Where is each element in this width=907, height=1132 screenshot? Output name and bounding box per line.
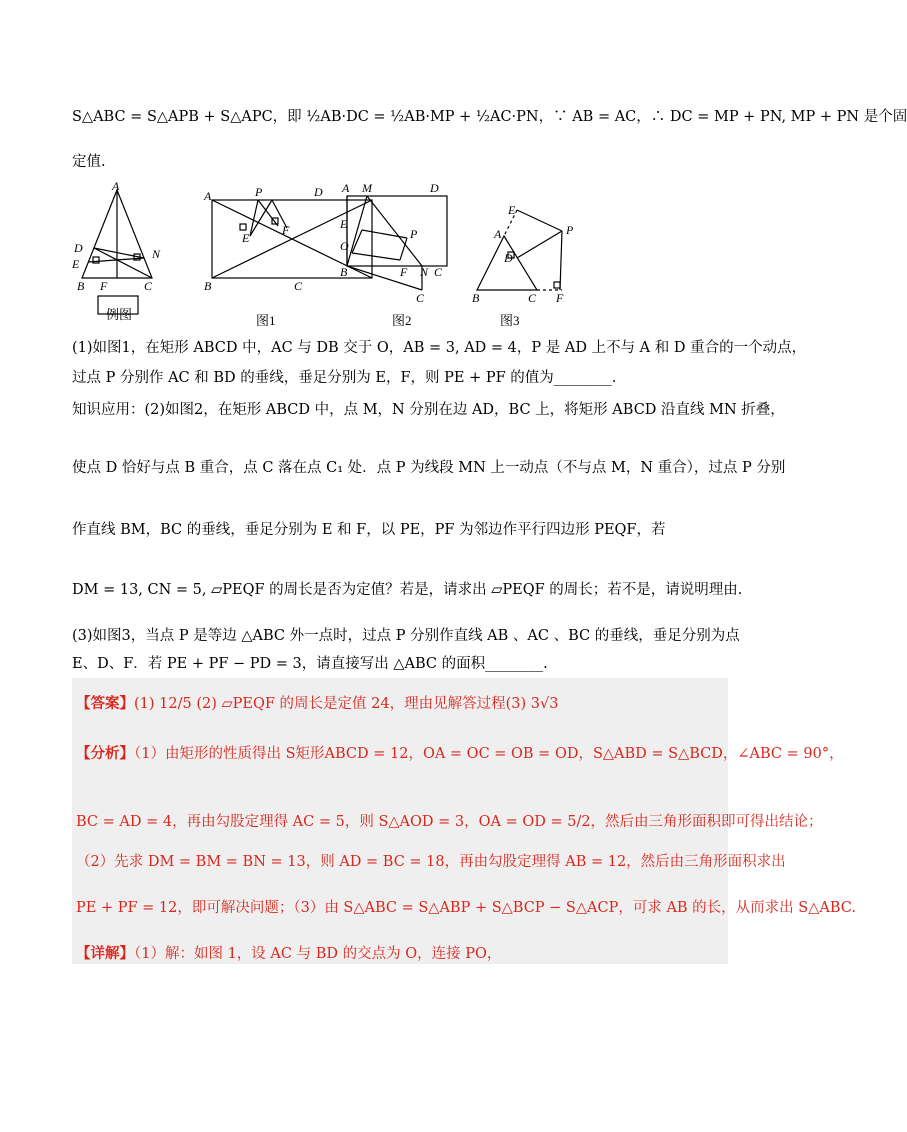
top-formula-cont: 定值.: [72, 154, 106, 170]
svg-text:N: N: [420, 265, 429, 279]
q1-line2: 过点 P 分别作 AC 和 BD 的垂线，垂足分别为 E，F，则 PE + PF 的值为________.: [72, 370, 617, 386]
q2-line2: 使点 D 恰好与点 B 重合，点 C 落在点 C₁ 处．点 P 为线段 MN 上一动点（不与点 M，N 重合），过点 P 分别: [72, 460, 786, 476]
svg-text:B: B: [77, 279, 85, 293]
svg-text:F: F: [556, 291, 564, 305]
answer-tag: 【答案】: [76, 695, 134, 712]
svg-text:B: B: [472, 291, 480, 305]
detail-tag: 【详解】: [76, 945, 134, 962]
analysis-line1: （1）由矩形的性质得出 S矩形ABCD = 12，OA = OC = OB = OD，S△ABD = S△BCD，∠ABC = 90°，: [134, 746, 844, 762]
svg-text:E: E: [508, 203, 516, 217]
analysis-line3: （2）先求 DM = BM = BN = 13，则 AD = BC = 18，再由勾股定理得 AB = 12，然后由三角形面积求出: [76, 854, 786, 870]
analysis-tag: 【分析】: [76, 745, 134, 762]
svg-text:P: P: [255, 185, 263, 199]
q2-line4: DM = 13, CN = 5, ▱PEQF 的周长是否为定值？若是，请求出 ▱PEQF 的周长；若不是，请说明理由.: [72, 582, 743, 598]
svg-text:A: A: [494, 227, 502, 241]
svg-text:D: D: [314, 185, 323, 199]
svg-text:P: P: [566, 223, 574, 237]
example-caption: 例图: [106, 307, 133, 322]
svg-text:A: A: [342, 181, 350, 195]
svg-text:B: B: [204, 279, 212, 293]
svg-text:M: M: [362, 181, 372, 195]
svg-text:D: D: [74, 241, 83, 255]
q1-line1: (1)如图1，在矩形 ABCD 中，AC 与 DB 交于 O，AB = 3, AD = 4，P 是 AD 上不与 A 和 D 重合的一个动点，: [72, 340, 807, 356]
svg-text:D: D: [504, 251, 513, 265]
svg-text:C: C: [144, 279, 153, 293]
svg-text:A: A: [204, 189, 212, 203]
answer-row: [76, 694, 558, 714]
svg-text:F: F: [282, 223, 290, 237]
svg-text:C: C: [416, 291, 425, 305]
svg-text:F: F: [400, 265, 408, 279]
svg-text:B: B: [340, 265, 348, 279]
fig2-caption: 图2: [392, 313, 412, 328]
figures-row: [72, 178, 732, 328]
svg-text:N: N: [152, 247, 161, 261]
analysis-row-1: [76, 744, 844, 764]
svg-text:E: E: [72, 257, 80, 271]
svg-text:C: C: [528, 291, 537, 305]
svg-text:E: E: [242, 231, 250, 245]
detail-row: [76, 944, 501, 964]
svg-text:P: P: [410, 227, 418, 241]
fig1-caption: 图1: [256, 313, 276, 328]
answer-text: (1) 12/5 (2) ▱PEQF 的周长是定值 24，理由见解答过程(3) 3√3: [134, 696, 559, 712]
svg-text:E: E: [340, 217, 348, 231]
fig3-caption: 图3: [500, 313, 520, 328]
svg-text:C: C: [294, 279, 303, 293]
svg-text:A: A: [112, 179, 120, 193]
q2-line1: 知识应用：(2)如图2，在矩形 ABCD 中，点 M，N 分别在边 AD，BC 上，将矩形 ABCD 沿直线 MN 折叠，: [72, 402, 785, 418]
svg-text:F: F: [100, 279, 108, 293]
q2-line3: 作直线 BM，BC 的垂线，垂足分别为 E 和 F，以 PE，PF 为邻边作平行四边形 PEQF，若: [72, 522, 666, 538]
top-formula: S△ABC = S△APB + S△APC，即 ½AB·DC = ½AB·MP + ½AC·PN，∵ AB = AC，∴ DC = MP + PN, MP + PN 是个固: [72, 109, 907, 125]
analysis-line2: BC = AD = 4，再由勾股定理得 AC = 5，则 S△AOD = 3，OA = OD = 5/2，然后由三角形面积即可得出结论；: [76, 814, 823, 830]
detail-text: （1）解：如图 1，设 AC 与 BD 的交点为 O，连接 PO，: [134, 946, 502, 962]
svg-text:D: D: [430, 181, 439, 195]
svg-text:O: O: [340, 239, 349, 253]
svg-text:C: C: [434, 265, 443, 279]
q3-line2: E、D、F．若 PE + PF − PD = 3，请直接写出 △ABC 的面积________.: [72, 656, 548, 672]
q3-line1: (3)如图3，当点 P 是等边 △ABC 外一点时，过点 P 分别作直线 AB 、AC 、BC 的垂线，垂足分别为点: [72, 628, 740, 644]
analysis-line4: PE + PF = 12，即可解决问题；（3）由 S△ABC = S△ABP + S△BCP − S△ACP，可求 AB 的长，从而求出 S△ABC.: [76, 900, 856, 916]
